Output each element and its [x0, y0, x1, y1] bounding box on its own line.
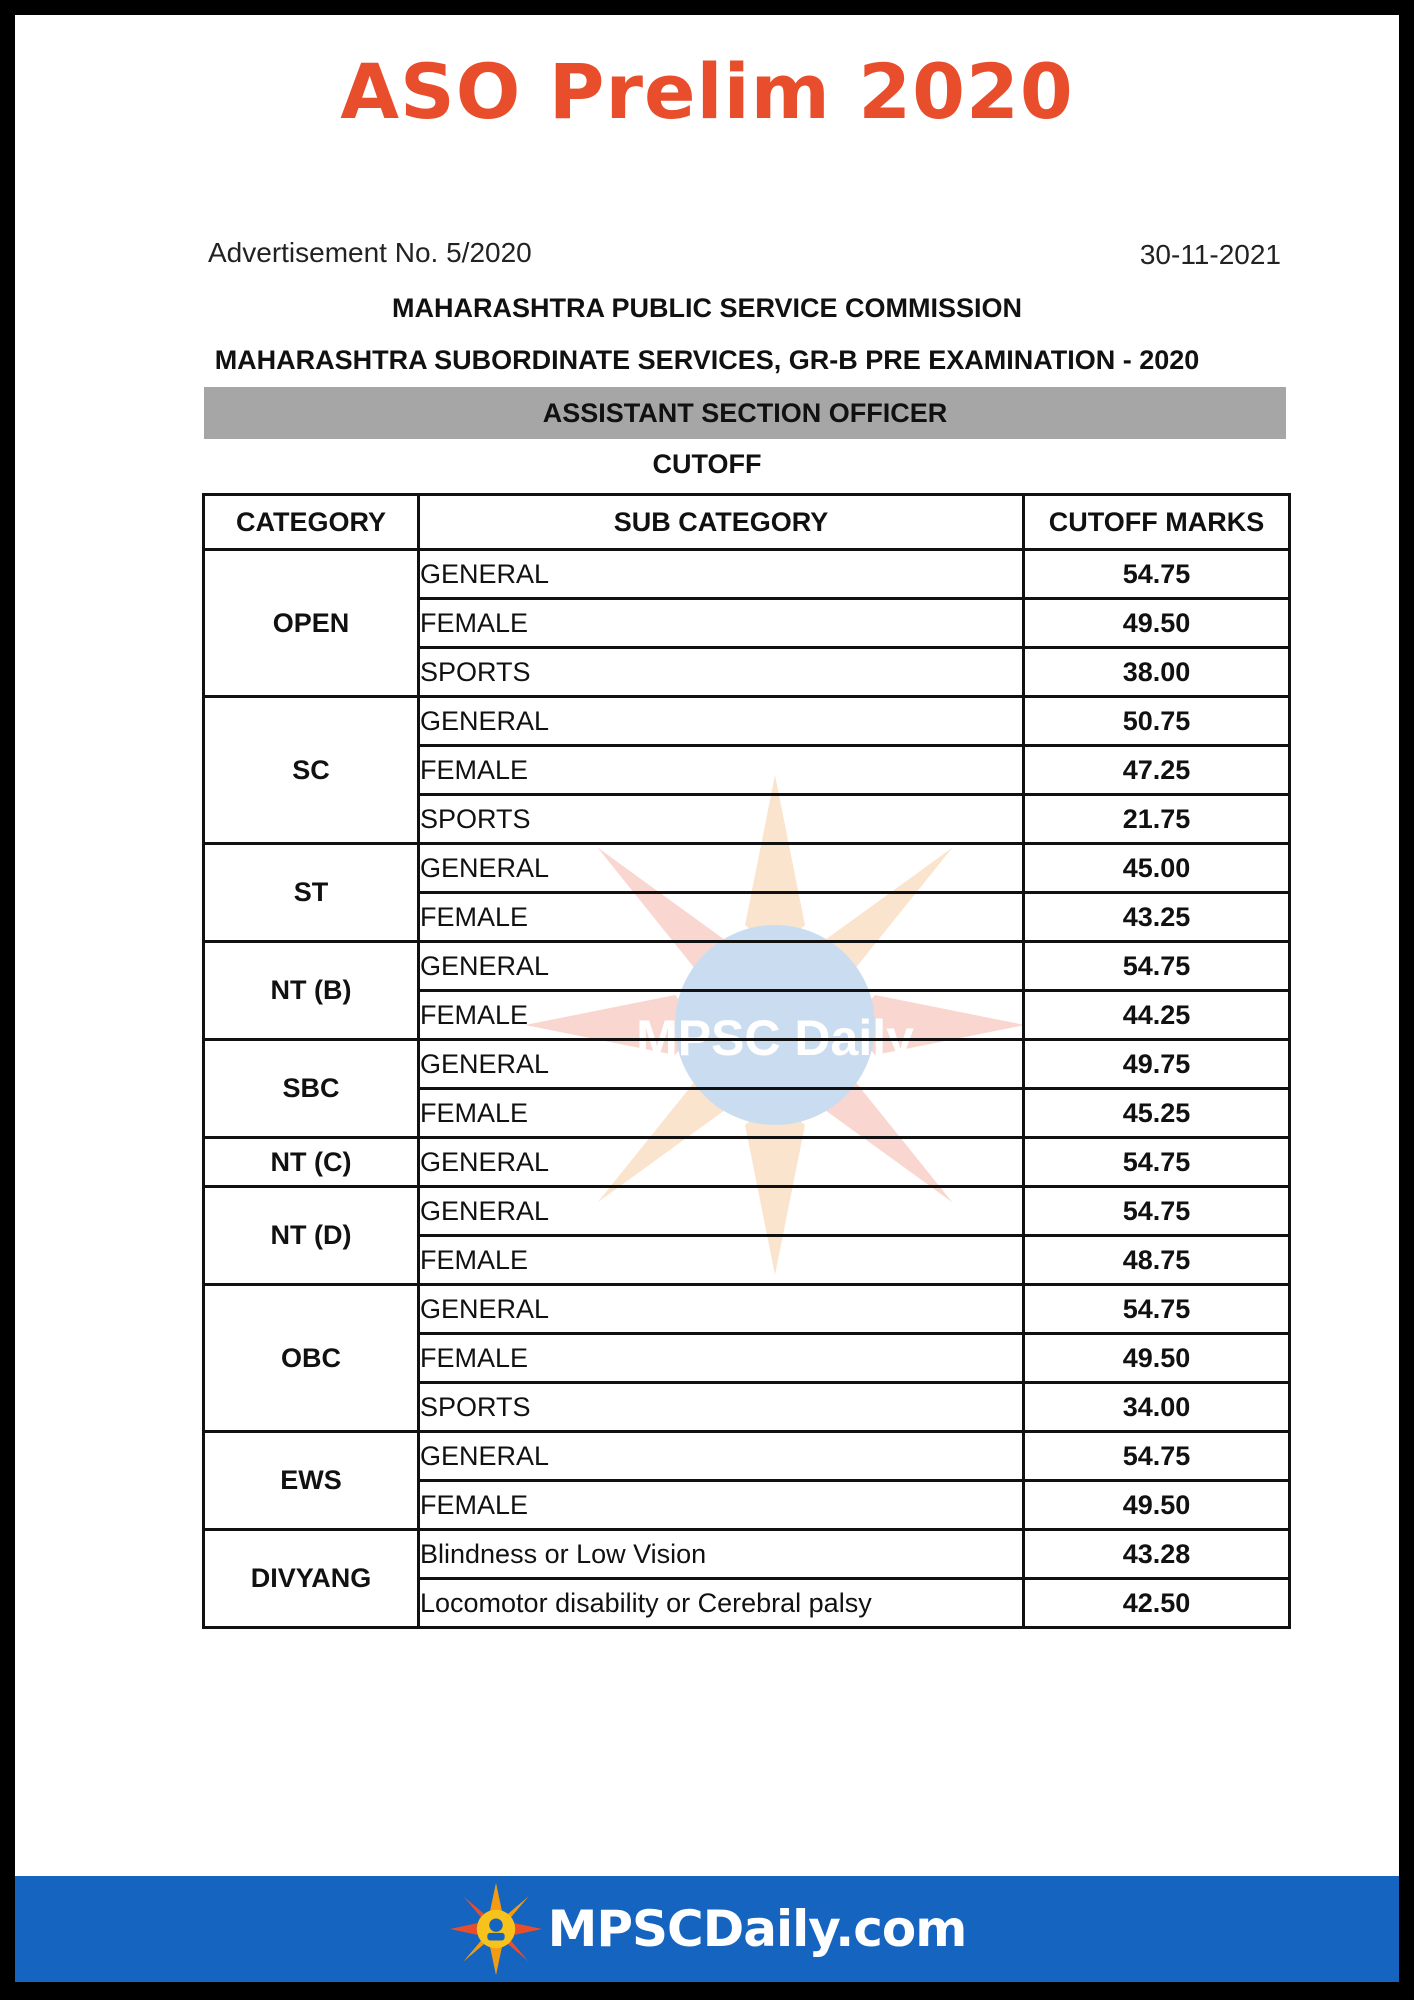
- cutoff-marks-cell: 48.75: [1024, 1236, 1290, 1285]
- cutoff-marks-cell: 49.75: [1024, 1040, 1290, 1089]
- footer-banner: [15, 1876, 1399, 1982]
- sub-category-cell: FEMALE: [419, 1236, 1024, 1285]
- category-cell: NT (C): [204, 1138, 419, 1187]
- cutoff-marks-cell: 49.50: [1024, 1481, 1290, 1530]
- cutoff-marks-cell: 42.50: [1024, 1579, 1290, 1628]
- category-cell: NT (B): [204, 942, 419, 1040]
- category-cell: SBC: [204, 1040, 419, 1138]
- cutoff-marks-cell: 54.75: [1024, 550, 1290, 599]
- table-row: [204, 550, 1290, 599]
- sub-category-cell: FEMALE: [419, 599, 1024, 648]
- category-cell: DIVYANG: [204, 1530, 419, 1628]
- table-row: [204, 1187, 1290, 1236]
- cutoff-table: [202, 493, 1291, 1629]
- sub-category-cell: GENERAL: [419, 1432, 1024, 1481]
- category-cell: EWS: [204, 1432, 419, 1530]
- cutoff-marks-cell: 44.25: [1024, 991, 1290, 1040]
- watermark-text: MPSC Daily: [636, 1010, 914, 1066]
- sub-category-cell: Locomotor disability or Cerebral palsy: [419, 1579, 1024, 1628]
- cutoff-marks-cell: 54.75: [1024, 1187, 1290, 1236]
- sub-category-cell: FEMALE: [419, 1481, 1024, 1530]
- sub-category-cell: GENERAL: [419, 550, 1024, 599]
- sub-category-cell: SPORTS: [419, 1383, 1024, 1432]
- table-row: [204, 1040, 1290, 1089]
- cutoff-marks-cell: 49.50: [1024, 1334, 1290, 1383]
- category-cell: ST: [204, 844, 419, 942]
- sub-category-cell: FEMALE: [419, 991, 1024, 1040]
- sub-category-cell: FEMALE: [419, 1089, 1024, 1138]
- table-row: [204, 697, 1290, 746]
- notice-date: 30-11-2021: [1139, 239, 1281, 270]
- sub-category-cell: GENERAL: [419, 1187, 1024, 1236]
- sub-category-cell: GENERAL: [419, 697, 1024, 746]
- sub-category-cell: GENERAL: [419, 1040, 1024, 1089]
- cutoff-marks-cell: 50.75: [1024, 697, 1290, 746]
- cutoff-marks-cell: 54.75: [1024, 1285, 1290, 1334]
- category-cell: OPEN: [204, 550, 419, 697]
- sub-category-cell: GENERAL: [419, 942, 1024, 991]
- table-row: [204, 844, 1290, 893]
- page-title: ASO Prelim 2020: [340, 47, 1074, 136]
- mpsc-daily-logo-icon: [448, 1881, 544, 1977]
- sub-category-cell: GENERAL: [419, 844, 1024, 893]
- sub-category-cell: GENERAL: [419, 1285, 1024, 1334]
- table-header-row: [204, 495, 1290, 550]
- table-row: [204, 942, 1290, 991]
- header-category: CATEGORY: [204, 495, 419, 550]
- cutoff-marks-cell: 54.75: [1024, 1138, 1290, 1187]
- sub-category-cell: FEMALE: [419, 893, 1024, 942]
- footer-site-name[interactable]: MPSCDaily.com: [547, 1900, 967, 1958]
- table-row: [204, 1530, 1290, 1579]
- cutoff-marks-cell: 21.75: [1024, 795, 1290, 844]
- category-cell: NT (D): [204, 1187, 419, 1285]
- sub-category-cell: GENERAL: [419, 1138, 1024, 1187]
- cutoff-marks-cell: 38.00: [1024, 648, 1290, 697]
- table-row: [204, 1138, 1290, 1187]
- sub-category-cell: SPORTS: [419, 648, 1024, 697]
- advertisement-number: Advertisement No. 5/2020: [208, 237, 532, 268]
- cutoff-marks-cell: 49.50: [1024, 599, 1290, 648]
- cutoff-marks-cell: 34.00: [1024, 1383, 1290, 1432]
- table-row: [204, 1285, 1290, 1334]
- header-sub-category: SUB CATEGORY: [419, 495, 1024, 550]
- category-cell: OBC: [204, 1285, 419, 1432]
- cutoff-heading: CUTOFF: [652, 449, 762, 479]
- sub-category-cell: Blindness or Low Vision: [419, 1530, 1024, 1579]
- table-row: [204, 1432, 1290, 1481]
- header-cutoff-marks: CUTOFF MARKS: [1024, 495, 1290, 550]
- post-name-bar: ASSISTANT SECTION OFFICER: [204, 387, 1286, 439]
- sub-category-cell: FEMALE: [419, 746, 1024, 795]
- cutoff-marks-cell: 45.00: [1024, 844, 1290, 893]
- cutoff-marks-cell: 43.25: [1024, 893, 1290, 942]
- cutoff-marks-cell: 47.25: [1024, 746, 1290, 795]
- sub-category-cell: FEMALE: [419, 1334, 1024, 1383]
- exam-heading: MAHARASHTRA SUBORDINATE SERVICES, GR-B PRE EXAMINATION - 2020: [214, 345, 1200, 375]
- sub-category-cell: SPORTS: [419, 795, 1024, 844]
- cutoff-marks-cell: 45.25: [1024, 1089, 1290, 1138]
- commission-heading: MAHARASHTRA PUBLIC SERVICE COMMISSION: [391, 293, 1023, 323]
- cutoff-marks-cell: 54.75: [1024, 1432, 1290, 1481]
- cutoff-marks-cell: 43.28: [1024, 1530, 1290, 1579]
- cutoff-marks-cell: 54.75: [1024, 942, 1290, 991]
- category-cell: SC: [204, 697, 419, 844]
